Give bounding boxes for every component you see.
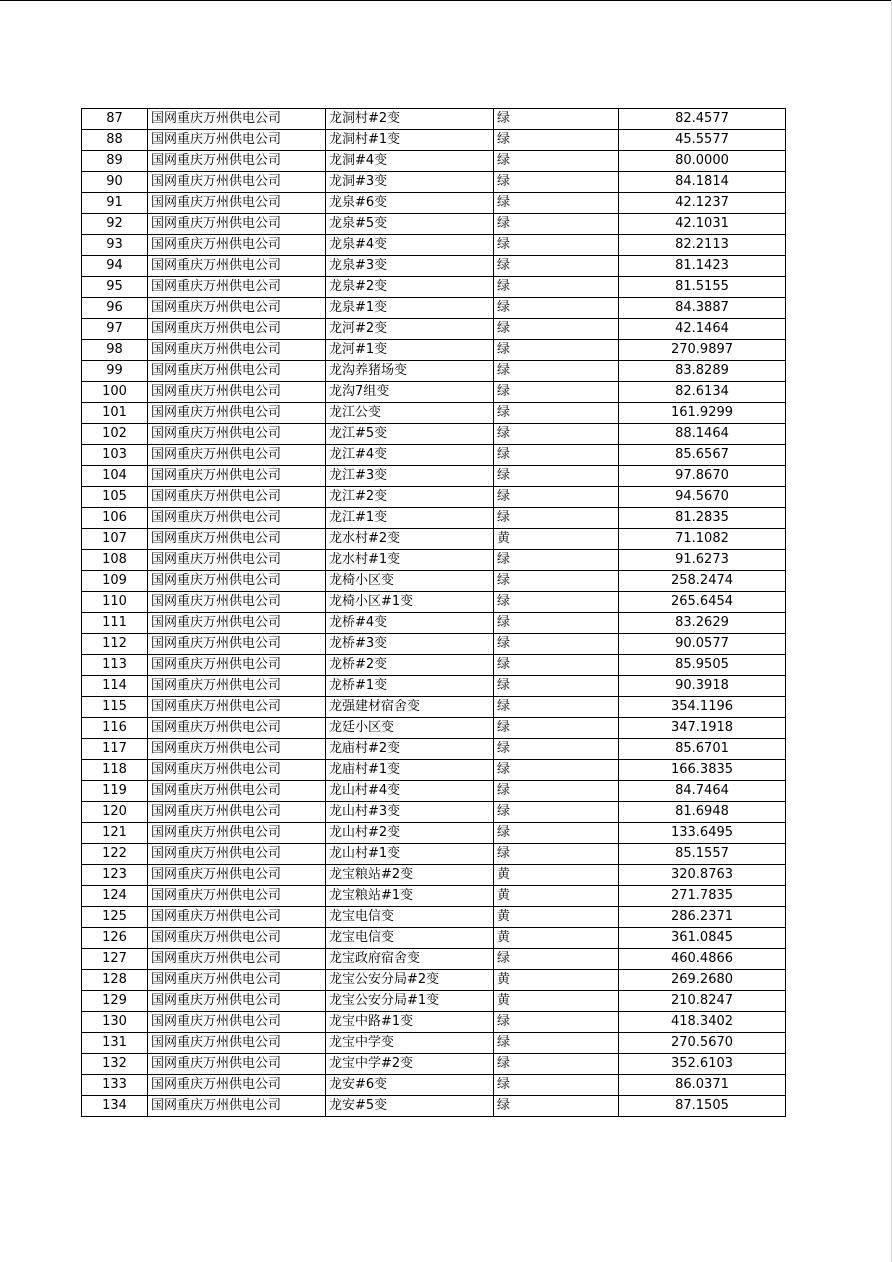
table-row bbox=[82, 424, 786, 445]
value-cell: 352.6103 bbox=[619, 1054, 786, 1075]
table-body bbox=[82, 109, 786, 1117]
company-cell: 国网重庆万州供电公司 bbox=[148, 1033, 326, 1054]
substation-cell: 龙江#4变 bbox=[326, 445, 494, 466]
substation-cell: 龙洞村#1变 bbox=[326, 130, 494, 151]
status-cell: 绿 bbox=[494, 193, 619, 214]
status-cell: 绿 bbox=[494, 109, 619, 130]
company-cell: 国网重庆万州供电公司 bbox=[148, 949, 326, 970]
status-cell: 绿 bbox=[494, 466, 619, 487]
table-row bbox=[82, 886, 786, 907]
company-cell: 国网重庆万州供电公司 bbox=[148, 1054, 326, 1075]
row-index-cell: 106 bbox=[82, 508, 148, 529]
substation-cell: 龙强建材宿舍变 bbox=[326, 697, 494, 718]
table-row bbox=[82, 823, 786, 844]
substation-cell: 龙沟养猪场变 bbox=[326, 361, 494, 382]
table-row bbox=[82, 1075, 786, 1096]
table-row bbox=[82, 634, 786, 655]
value-cell: 418.3402 bbox=[619, 1012, 786, 1033]
table-row bbox=[82, 550, 786, 571]
row-index-cell: 116 bbox=[82, 718, 148, 739]
row-index-cell: 108 bbox=[82, 550, 148, 571]
company-cell: 国网重庆万州供电公司 bbox=[148, 634, 326, 655]
table-row bbox=[82, 970, 786, 991]
value-cell: 84.3887 bbox=[619, 298, 786, 319]
company-cell: 国网重庆万州供电公司 bbox=[148, 886, 326, 907]
table-row bbox=[82, 1033, 786, 1054]
company-cell: 国网重庆万州供电公司 bbox=[148, 340, 326, 361]
table-row bbox=[82, 529, 786, 550]
value-cell: 83.2629 bbox=[619, 613, 786, 634]
table-row bbox=[82, 214, 786, 235]
row-index-cell: 105 bbox=[82, 487, 148, 508]
value-cell: 42.1464 bbox=[619, 319, 786, 340]
substation-cell: 龙安#6变 bbox=[326, 1075, 494, 1096]
value-cell: 88.1464 bbox=[619, 424, 786, 445]
status-cell: 绿 bbox=[494, 1012, 619, 1033]
company-cell: 国网重庆万州供电公司 bbox=[148, 1012, 326, 1033]
row-index-cell: 91 bbox=[82, 193, 148, 214]
row-index-cell: 87 bbox=[82, 109, 148, 130]
value-cell: 85.9505 bbox=[619, 655, 786, 676]
company-cell: 国网重庆万州供电公司 bbox=[148, 193, 326, 214]
table-row bbox=[82, 802, 786, 823]
status-cell: 黄 bbox=[494, 907, 619, 928]
row-index-cell: 90 bbox=[82, 172, 148, 193]
value-cell: 85.6701 bbox=[619, 739, 786, 760]
table-row bbox=[82, 1054, 786, 1075]
substation-cell: 龙桥#4变 bbox=[326, 613, 494, 634]
table-row bbox=[82, 487, 786, 508]
substation-cell: 龙水村#1变 bbox=[326, 550, 494, 571]
value-cell: 347.1918 bbox=[619, 718, 786, 739]
company-cell: 国网重庆万州供电公司 bbox=[148, 592, 326, 613]
row-index-cell: 96 bbox=[82, 298, 148, 319]
value-cell: 71.1082 bbox=[619, 529, 786, 550]
table-row bbox=[82, 655, 786, 676]
substation-cell: 龙洞村#2变 bbox=[326, 109, 494, 130]
status-cell: 绿 bbox=[494, 172, 619, 193]
status-cell: 绿 bbox=[494, 445, 619, 466]
table-row bbox=[82, 718, 786, 739]
row-index-cell: 131 bbox=[82, 1033, 148, 1054]
company-cell: 国网重庆万州供电公司 bbox=[148, 172, 326, 193]
table-row bbox=[82, 382, 786, 403]
status-cell: 绿 bbox=[494, 256, 619, 277]
row-index-cell: 124 bbox=[82, 886, 148, 907]
table-row bbox=[82, 256, 786, 277]
value-cell: 82.2113 bbox=[619, 235, 786, 256]
value-cell: 270.5670 bbox=[619, 1033, 786, 1054]
table-row bbox=[82, 676, 786, 697]
value-cell: 94.5670 bbox=[619, 487, 786, 508]
page-top-border bbox=[0, 0, 892, 1]
table-row bbox=[82, 739, 786, 760]
row-index-cell: 98 bbox=[82, 340, 148, 361]
company-cell: 国网重庆万州供电公司 bbox=[148, 319, 326, 340]
substation-cell: 龙泉#5变 bbox=[326, 214, 494, 235]
row-index-cell: 125 bbox=[82, 907, 148, 928]
row-index-cell: 109 bbox=[82, 571, 148, 592]
company-cell: 国网重庆万州供电公司 bbox=[148, 844, 326, 865]
status-cell: 绿 bbox=[494, 1096, 619, 1117]
row-index-cell: 102 bbox=[82, 424, 148, 445]
value-cell: 81.6948 bbox=[619, 802, 786, 823]
status-cell: 绿 bbox=[494, 214, 619, 235]
table-row bbox=[82, 760, 786, 781]
row-index-cell: 128 bbox=[82, 970, 148, 991]
table-row bbox=[82, 361, 786, 382]
status-cell: 绿 bbox=[494, 844, 619, 865]
status-cell: 绿 bbox=[494, 697, 619, 718]
status-cell: 绿 bbox=[494, 949, 619, 970]
substation-cell: 龙泉#2变 bbox=[326, 277, 494, 298]
table-row bbox=[82, 1096, 786, 1117]
substation-cell: 龙山村#3变 bbox=[326, 802, 494, 823]
company-cell: 国网重庆万州供电公司 bbox=[148, 907, 326, 928]
row-index-cell: 117 bbox=[82, 739, 148, 760]
row-index-cell: 130 bbox=[82, 1012, 148, 1033]
substation-cell: 龙安#5变 bbox=[326, 1096, 494, 1117]
row-index-cell: 126 bbox=[82, 928, 148, 949]
company-cell: 国网重庆万州供电公司 bbox=[148, 256, 326, 277]
row-index-cell: 133 bbox=[82, 1075, 148, 1096]
substation-cell: 龙宝中学变 bbox=[326, 1033, 494, 1054]
status-cell: 绿 bbox=[494, 760, 619, 781]
substation-cell: 龙宝公安分局#2变 bbox=[326, 970, 494, 991]
row-index-cell: 112 bbox=[82, 634, 148, 655]
table-row bbox=[82, 508, 786, 529]
value-cell: 42.1031 bbox=[619, 214, 786, 235]
status-cell: 黄 bbox=[494, 529, 619, 550]
substation-cell: 龙宝公安分局#1变 bbox=[326, 991, 494, 1012]
row-index-cell: 122 bbox=[82, 844, 148, 865]
substation-cell: 龙河#1变 bbox=[326, 340, 494, 361]
value-cell: 90.3918 bbox=[619, 676, 786, 697]
company-cell: 国网重庆万州供电公司 bbox=[148, 1075, 326, 1096]
substation-cell: 龙桥#3变 bbox=[326, 634, 494, 655]
status-cell: 绿 bbox=[494, 802, 619, 823]
company-cell: 国网重庆万州供电公司 bbox=[148, 403, 326, 424]
value-cell: 82.4577 bbox=[619, 109, 786, 130]
company-cell: 国网重庆万州供电公司 bbox=[148, 676, 326, 697]
company-cell: 国网重庆万州供电公司 bbox=[148, 865, 326, 886]
value-cell: 354.1196 bbox=[619, 697, 786, 718]
substation-cell: 龙江#2变 bbox=[326, 487, 494, 508]
row-index-cell: 129 bbox=[82, 991, 148, 1012]
row-index-cell: 95 bbox=[82, 277, 148, 298]
table-row bbox=[82, 403, 786, 424]
row-index-cell: 100 bbox=[82, 382, 148, 403]
status-cell: 绿 bbox=[494, 403, 619, 424]
row-index-cell: 92 bbox=[82, 214, 148, 235]
row-index-cell: 101 bbox=[82, 403, 148, 424]
company-cell: 国网重庆万州供电公司 bbox=[148, 130, 326, 151]
value-cell: 97.8670 bbox=[619, 466, 786, 487]
row-index-cell: 114 bbox=[82, 676, 148, 697]
company-cell: 国网重庆万州供电公司 bbox=[148, 613, 326, 634]
company-cell: 国网重庆万州供电公司 bbox=[148, 802, 326, 823]
table-row bbox=[82, 781, 786, 802]
company-cell: 国网重庆万州供电公司 bbox=[148, 382, 326, 403]
value-cell: 86.0371 bbox=[619, 1075, 786, 1096]
row-index-cell: 104 bbox=[82, 466, 148, 487]
table-row bbox=[82, 445, 786, 466]
value-cell: 80.0000 bbox=[619, 151, 786, 172]
status-cell: 绿 bbox=[494, 781, 619, 802]
substation-cell: 龙江#5变 bbox=[326, 424, 494, 445]
status-cell: 黄 bbox=[494, 886, 619, 907]
row-index-cell: 97 bbox=[82, 319, 148, 340]
row-index-cell: 93 bbox=[82, 235, 148, 256]
row-index-cell: 119 bbox=[82, 781, 148, 802]
substation-cell: 龙沟7组变 bbox=[326, 382, 494, 403]
row-index-cell: 115 bbox=[82, 697, 148, 718]
row-index-cell: 127 bbox=[82, 949, 148, 970]
company-cell: 国网重庆万州供电公司 bbox=[148, 529, 326, 550]
value-cell: 361.0845 bbox=[619, 928, 786, 949]
table-row bbox=[82, 949, 786, 970]
value-cell: 45.5577 bbox=[619, 130, 786, 151]
table-row bbox=[82, 193, 786, 214]
value-cell: 460.4866 bbox=[619, 949, 786, 970]
value-cell: 258.2474 bbox=[619, 571, 786, 592]
substation-cell: 龙宝粮站#2变 bbox=[326, 865, 494, 886]
status-cell: 绿 bbox=[494, 508, 619, 529]
status-cell: 绿 bbox=[494, 655, 619, 676]
company-cell: 国网重庆万州供电公司 bbox=[148, 1096, 326, 1117]
company-cell: 国网重庆万州供电公司 bbox=[148, 655, 326, 676]
status-cell: 绿 bbox=[494, 571, 619, 592]
table-row bbox=[82, 319, 786, 340]
row-index-cell: 111 bbox=[82, 613, 148, 634]
value-cell: 91.6273 bbox=[619, 550, 786, 571]
row-index-cell: 110 bbox=[82, 592, 148, 613]
row-index-cell: 94 bbox=[82, 256, 148, 277]
company-cell: 国网重庆万州供电公司 bbox=[148, 823, 326, 844]
substation-cell: 龙泉#3变 bbox=[326, 256, 494, 277]
company-cell: 国网重庆万州供电公司 bbox=[148, 550, 326, 571]
table-row bbox=[82, 907, 786, 928]
substation-cell: 龙宝电信变 bbox=[326, 928, 494, 949]
value-cell: 271.7835 bbox=[619, 886, 786, 907]
substation-cell: 龙宝电信变 bbox=[326, 907, 494, 928]
substation-cell: 龙江公变 bbox=[326, 403, 494, 424]
value-cell: 82.6134 bbox=[619, 382, 786, 403]
table-row bbox=[82, 613, 786, 634]
company-cell: 国网重庆万州供电公司 bbox=[148, 277, 326, 298]
status-cell: 黄 bbox=[494, 991, 619, 1012]
row-index-cell: 103 bbox=[82, 445, 148, 466]
status-cell: 黄 bbox=[494, 865, 619, 886]
status-cell: 绿 bbox=[494, 739, 619, 760]
substation-cell: 龙宝粮站#1变 bbox=[326, 886, 494, 907]
table-row bbox=[82, 109, 786, 130]
row-index-cell: 113 bbox=[82, 655, 148, 676]
substation-cell: 龙宝中学#2变 bbox=[326, 1054, 494, 1075]
value-cell: 161.9299 bbox=[619, 403, 786, 424]
value-cell: 81.5155 bbox=[619, 277, 786, 298]
company-cell: 国网重庆万州供电公司 bbox=[148, 991, 326, 1012]
row-index-cell: 89 bbox=[82, 151, 148, 172]
status-cell: 黄 bbox=[494, 928, 619, 949]
status-cell: 绿 bbox=[494, 235, 619, 256]
value-cell: 87.1505 bbox=[619, 1096, 786, 1117]
status-cell: 绿 bbox=[494, 718, 619, 739]
company-cell: 国网重庆万州供电公司 bbox=[148, 151, 326, 172]
company-cell: 国网重庆万州供电公司 bbox=[148, 424, 326, 445]
value-cell: 81.2835 bbox=[619, 508, 786, 529]
substation-cell: 龙桥#2变 bbox=[326, 655, 494, 676]
row-index-cell: 121 bbox=[82, 823, 148, 844]
company-cell: 国网重庆万州供电公司 bbox=[148, 697, 326, 718]
row-index-cell: 107 bbox=[82, 529, 148, 550]
table-row bbox=[82, 865, 786, 886]
status-cell: 绿 bbox=[494, 319, 619, 340]
company-cell: 国网重庆万州供电公司 bbox=[148, 214, 326, 235]
value-cell: 210.8247 bbox=[619, 991, 786, 1012]
substation-cell: 龙水村#2变 bbox=[326, 529, 494, 550]
substation-cell: 龙泉#4变 bbox=[326, 235, 494, 256]
substation-cell: 龙山村#1变 bbox=[326, 844, 494, 865]
status-cell: 绿 bbox=[494, 613, 619, 634]
substation-cell: 龙宝政府宿舍变 bbox=[326, 949, 494, 970]
company-cell: 国网重庆万州供电公司 bbox=[148, 718, 326, 739]
status-cell: 绿 bbox=[494, 277, 619, 298]
status-cell: 绿 bbox=[494, 298, 619, 319]
table-row bbox=[82, 235, 786, 256]
status-cell: 绿 bbox=[494, 424, 619, 445]
value-cell: 286.2371 bbox=[619, 907, 786, 928]
row-index-cell: 120 bbox=[82, 802, 148, 823]
table-row bbox=[82, 298, 786, 319]
company-cell: 国网重庆万州供电公司 bbox=[148, 109, 326, 130]
status-cell: 绿 bbox=[494, 592, 619, 613]
company-cell: 国网重庆万州供电公司 bbox=[148, 970, 326, 991]
substation-table bbox=[81, 108, 786, 1117]
value-cell: 320.8763 bbox=[619, 865, 786, 886]
table-row bbox=[82, 991, 786, 1012]
row-index-cell: 99 bbox=[82, 361, 148, 382]
company-cell: 国网重庆万州供电公司 bbox=[148, 508, 326, 529]
value-cell: 166.3835 bbox=[619, 760, 786, 781]
value-cell: 133.6495 bbox=[619, 823, 786, 844]
company-cell: 国网重庆万州供电公司 bbox=[148, 298, 326, 319]
table-row bbox=[82, 928, 786, 949]
value-cell: 85.6567 bbox=[619, 445, 786, 466]
table-row bbox=[82, 172, 786, 193]
company-cell: 国网重庆万州供电公司 bbox=[148, 571, 326, 592]
value-cell: 270.9897 bbox=[619, 340, 786, 361]
substation-cell: 龙洞#4变 bbox=[326, 151, 494, 172]
status-cell: 绿 bbox=[494, 151, 619, 172]
substation-cell: 龙椅小区变 bbox=[326, 571, 494, 592]
table-row bbox=[82, 151, 786, 172]
status-cell: 绿 bbox=[494, 130, 619, 151]
status-cell: 绿 bbox=[494, 1075, 619, 1096]
status-cell: 绿 bbox=[494, 1033, 619, 1054]
row-index-cell: 134 bbox=[82, 1096, 148, 1117]
substation-cell: 龙泉#6变 bbox=[326, 193, 494, 214]
substation-cell: 龙椅小区#1变 bbox=[326, 592, 494, 613]
company-cell: 国网重庆万州供电公司 bbox=[148, 781, 326, 802]
company-cell: 国网重庆万州供电公司 bbox=[148, 466, 326, 487]
company-cell: 国网重庆万州供电公司 bbox=[148, 445, 326, 466]
substation-cell: 龙洞#3变 bbox=[326, 172, 494, 193]
status-cell: 绿 bbox=[494, 550, 619, 571]
substation-cell: 龙江#3变 bbox=[326, 466, 494, 487]
value-cell: 83.8289 bbox=[619, 361, 786, 382]
substation-cell: 龙山村#2变 bbox=[326, 823, 494, 844]
value-cell: 269.2680 bbox=[619, 970, 786, 991]
table-row bbox=[82, 466, 786, 487]
substation-cell: 龙山村#4变 bbox=[326, 781, 494, 802]
status-cell: 绿 bbox=[494, 676, 619, 697]
status-cell: 绿 bbox=[494, 1054, 619, 1075]
table-row bbox=[82, 130, 786, 151]
table-row bbox=[82, 571, 786, 592]
value-cell: 265.6454 bbox=[619, 592, 786, 613]
table-row bbox=[82, 592, 786, 613]
table-row bbox=[82, 340, 786, 361]
company-cell: 国网重庆万州供电公司 bbox=[148, 760, 326, 781]
value-cell: 90.0577 bbox=[619, 634, 786, 655]
table-row bbox=[82, 844, 786, 865]
row-index-cell: 132 bbox=[82, 1054, 148, 1075]
row-index-cell: 88 bbox=[82, 130, 148, 151]
substation-cell: 龙江#1变 bbox=[326, 508, 494, 529]
status-cell: 绿 bbox=[494, 361, 619, 382]
status-cell: 绿 bbox=[494, 340, 619, 361]
row-index-cell: 118 bbox=[82, 760, 148, 781]
status-cell: 绿 bbox=[494, 487, 619, 508]
substation-cell: 龙廷小区变 bbox=[326, 718, 494, 739]
substation-cell: 龙庙村#2变 bbox=[326, 739, 494, 760]
substation-cell: 龙桥#1变 bbox=[326, 676, 494, 697]
substation-cell: 龙宝中路#1变 bbox=[326, 1012, 494, 1033]
status-cell: 绿 bbox=[494, 634, 619, 655]
table-row bbox=[82, 697, 786, 718]
value-cell: 42.1237 bbox=[619, 193, 786, 214]
table-row bbox=[82, 1012, 786, 1033]
company-cell: 国网重庆万州供电公司 bbox=[148, 487, 326, 508]
row-index-cell: 123 bbox=[82, 865, 148, 886]
company-cell: 国网重庆万州供电公司 bbox=[148, 361, 326, 382]
status-cell: 绿 bbox=[494, 382, 619, 403]
substation-cell: 龙庙村#1变 bbox=[326, 760, 494, 781]
value-cell: 85.1557 bbox=[619, 844, 786, 865]
value-cell: 84.1814 bbox=[619, 172, 786, 193]
company-cell: 国网重庆万州供电公司 bbox=[148, 928, 326, 949]
substation-cell: 龙泉#1变 bbox=[326, 298, 494, 319]
status-cell: 绿 bbox=[494, 823, 619, 844]
value-cell: 84.7464 bbox=[619, 781, 786, 802]
status-cell: 黄 bbox=[494, 970, 619, 991]
table-row bbox=[82, 277, 786, 298]
company-cell: 国网重庆万州供电公司 bbox=[148, 235, 326, 256]
value-cell: 81.1423 bbox=[619, 256, 786, 277]
substation-cell: 龙河#2变 bbox=[326, 319, 494, 340]
company-cell: 国网重庆万州供电公司 bbox=[148, 739, 326, 760]
